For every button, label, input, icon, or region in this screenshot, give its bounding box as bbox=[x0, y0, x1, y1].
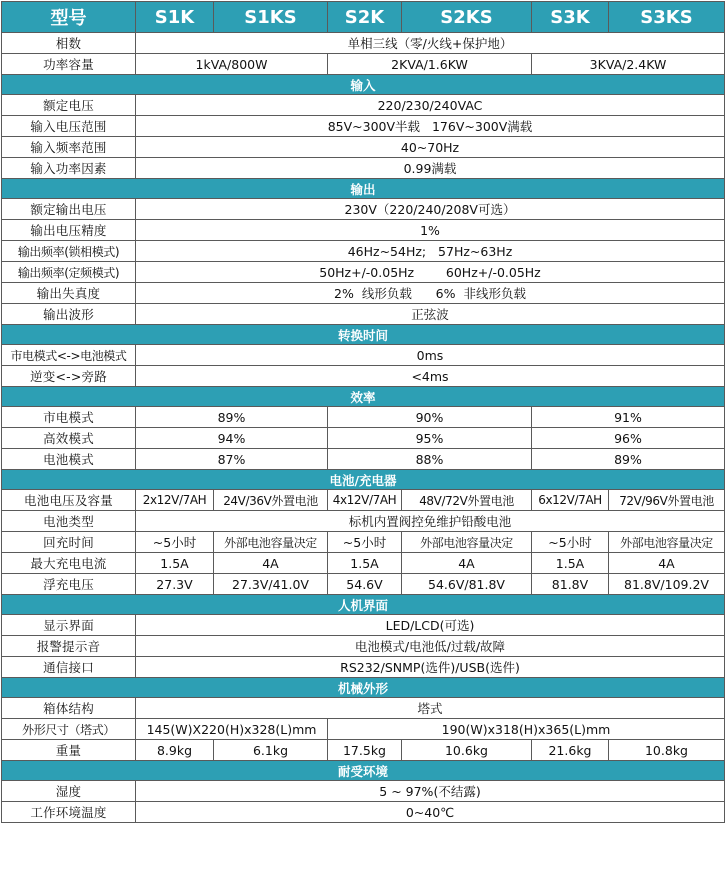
row-capacity bbox=[2, 54, 725, 75]
row-value: LED/LCD(可选) bbox=[136, 615, 725, 636]
row-value: 230V（220/240/208V可选） bbox=[136, 199, 725, 220]
row-value: 95% bbox=[328, 428, 532, 449]
row-label: 电池模式 bbox=[2, 449, 136, 470]
row-battery-recharge bbox=[2, 532, 725, 553]
row-eff-battery bbox=[2, 449, 725, 470]
row-value: 4x12V/7AH bbox=[328, 490, 402, 511]
row-comm bbox=[2, 657, 725, 678]
row-value: 48V/72V外置电池 bbox=[402, 490, 532, 511]
row-input-voltage-range bbox=[2, 116, 725, 137]
row-value: 90% bbox=[328, 407, 532, 428]
row-value: 1kVA/800W bbox=[136, 54, 328, 75]
row-value: 24V/36V外置电池 bbox=[214, 490, 328, 511]
section-transfer bbox=[2, 325, 725, 345]
row-value: 1% bbox=[136, 220, 725, 241]
section-title: 输出 bbox=[2, 179, 725, 199]
row-value: 46Hz~54Hz; 57Hz~63Hz bbox=[136, 241, 725, 262]
row-label: 输入电压范围 bbox=[2, 116, 136, 137]
row-input-power-factor bbox=[2, 158, 725, 179]
row-value: 1.5A bbox=[136, 553, 214, 574]
row-label: 电池类型 bbox=[2, 511, 136, 532]
row-rated-voltage bbox=[2, 95, 725, 116]
section-title: 耐受环境 bbox=[2, 761, 725, 781]
row-alarm bbox=[2, 636, 725, 657]
section-title: 人机界面 bbox=[2, 595, 725, 615]
row-value: ~5小时 bbox=[532, 532, 609, 553]
row-label: 回充时间 bbox=[2, 532, 136, 553]
row-value: 4A bbox=[402, 553, 532, 574]
row-label: 电池电压及容量 bbox=[2, 490, 136, 511]
row-value: 220/230/240VAC bbox=[136, 95, 725, 116]
row-value: 外部电池容量决定 bbox=[402, 532, 532, 553]
row-value: 0ms bbox=[136, 345, 725, 366]
section-battery bbox=[2, 470, 725, 490]
row-value: 电池模式/电池低/过载/故障 bbox=[136, 636, 725, 657]
row-value: 50Hz+/-0.05Hz 60Hz+/-0.05Hz bbox=[136, 262, 725, 283]
row-output-freq-sync bbox=[2, 241, 725, 262]
row-label: 输出失真度 bbox=[2, 283, 136, 304]
row-label: 外形尺寸（塔式） bbox=[2, 719, 136, 740]
section-efficiency bbox=[2, 387, 725, 407]
row-value: RS232/SNMP(选件)/USB(选件) bbox=[136, 657, 725, 678]
row-battery-type bbox=[2, 511, 725, 532]
section-mechanical bbox=[2, 678, 725, 698]
row-value: 1.5A bbox=[328, 553, 402, 574]
row-value: 54.6V/81.8V bbox=[402, 574, 532, 595]
row-output-waveform bbox=[2, 304, 725, 325]
row-value: 54.6V bbox=[328, 574, 402, 595]
model-s1ks: S1KS bbox=[214, 2, 328, 33]
row-value: 5 ~ 97%(不结露) bbox=[136, 781, 725, 802]
row-value: 1.5A bbox=[532, 553, 609, 574]
row-value: 4A bbox=[214, 553, 328, 574]
row-label: 功率容量 bbox=[2, 54, 136, 75]
row-output-rated-voltage bbox=[2, 199, 725, 220]
row-label: 输入功率因素 bbox=[2, 158, 136, 179]
row-value: 27.3V bbox=[136, 574, 214, 595]
row-label: 通信接口 bbox=[2, 657, 136, 678]
row-value: 81.8V/109.2V bbox=[609, 574, 725, 595]
row-label: 输出电压精度 bbox=[2, 220, 136, 241]
model-s1k: S1K bbox=[136, 2, 214, 33]
row-value: 85V~300V半载 176V~300V满载 bbox=[136, 116, 725, 137]
row-label: 逆变<->旁路 bbox=[2, 366, 136, 387]
row-value: 2x12V/7AH bbox=[136, 490, 214, 511]
row-weight bbox=[2, 740, 725, 761]
row-value: 91% bbox=[532, 407, 725, 428]
row-output-freq-fixed bbox=[2, 262, 725, 283]
row-battery-max-charge bbox=[2, 553, 725, 574]
row-value: 94% bbox=[136, 428, 328, 449]
row-value: ~5小时 bbox=[136, 532, 214, 553]
section-title: 输入 bbox=[2, 75, 725, 95]
row-phase bbox=[2, 33, 725, 54]
row-label: 浮充电压 bbox=[2, 574, 136, 595]
row-value: 2% 线形负载 6% 非线形负载 bbox=[136, 283, 725, 304]
row-label: 相数 bbox=[2, 33, 136, 54]
row-humidity bbox=[2, 781, 725, 802]
row-value: 89% bbox=[532, 449, 725, 470]
row-label: 市电模式<->电池模式 bbox=[2, 345, 136, 366]
row-value: 外部电池容量决定 bbox=[214, 532, 328, 553]
row-label: 输出频率(定频模式) bbox=[2, 262, 136, 283]
row-value: 标机内置阀控免维护铅酸电池 bbox=[136, 511, 725, 532]
row-value: 27.3V/41.0V bbox=[214, 574, 328, 595]
row-value: 17.5kg bbox=[328, 740, 402, 761]
row-value: 10.8kg bbox=[609, 740, 725, 761]
row-output-voltage-accuracy bbox=[2, 220, 725, 241]
row-display bbox=[2, 615, 725, 636]
row-value: 8.9kg bbox=[136, 740, 214, 761]
section-input bbox=[2, 75, 725, 95]
row-label: 重量 bbox=[2, 740, 136, 761]
row-eff-mains bbox=[2, 407, 725, 428]
row-value: 正弦波 bbox=[136, 304, 725, 325]
section-title: 效率 bbox=[2, 387, 725, 407]
row-value: <4ms bbox=[136, 366, 725, 387]
row-label: 箱体结构 bbox=[2, 698, 136, 719]
row-label: 输入频率范围 bbox=[2, 137, 136, 158]
section-title: 电池/充电器 bbox=[2, 470, 725, 490]
row-label: 输出频率(锁相模式) bbox=[2, 241, 136, 262]
row-value: 2KVA/1.6KW bbox=[328, 54, 532, 75]
row-value: 21.6kg bbox=[532, 740, 609, 761]
row-value: 0.99满载 bbox=[136, 158, 725, 179]
row-value: 外部电池容量决定 bbox=[609, 532, 725, 553]
row-temperature bbox=[2, 802, 725, 823]
model-s2ks: S2KS bbox=[402, 2, 532, 33]
row-value: 6.1kg bbox=[214, 740, 328, 761]
row-value: 96% bbox=[532, 428, 725, 449]
row-label: 湿度 bbox=[2, 781, 136, 802]
spec-table bbox=[1, 1, 725, 823]
row-eff-eco bbox=[2, 428, 725, 449]
row-label: 输出波形 bbox=[2, 304, 136, 325]
section-title: 机械外形 bbox=[2, 678, 725, 698]
row-value: 3KVA/2.4KW bbox=[532, 54, 725, 75]
row-value: 87% bbox=[136, 449, 328, 470]
row-structure bbox=[2, 698, 725, 719]
row-transfer-mains-battery bbox=[2, 345, 725, 366]
row-value: 88% bbox=[328, 449, 532, 470]
row-value: 10.6kg bbox=[402, 740, 532, 761]
section-hmi bbox=[2, 595, 725, 615]
row-label: 工作环境温度 bbox=[2, 802, 136, 823]
row-transfer-inverter-bypass bbox=[2, 366, 725, 387]
row-battery-float bbox=[2, 574, 725, 595]
row-value: 145(W)X220(H)x328(L)mm bbox=[136, 719, 328, 740]
row-value: 40~70Hz bbox=[136, 137, 725, 158]
row-value: 4A bbox=[609, 553, 725, 574]
row-label: 额定输出电压 bbox=[2, 199, 136, 220]
row-label: 额定电压 bbox=[2, 95, 136, 116]
row-input-freq-range bbox=[2, 137, 725, 158]
row-dimensions bbox=[2, 719, 725, 740]
row-value: 6x12V/7AH bbox=[532, 490, 609, 511]
model-s3ks: S3KS bbox=[609, 2, 725, 33]
row-label: 高效模式 bbox=[2, 428, 136, 449]
section-output bbox=[2, 179, 725, 199]
row-value: 单相三线（零/火线+保护地） bbox=[136, 33, 725, 54]
section-environment bbox=[2, 761, 725, 781]
row-output-distortion bbox=[2, 283, 725, 304]
row-value: 72V/96V外置电池 bbox=[609, 490, 725, 511]
row-value: 81.8V bbox=[532, 574, 609, 595]
row-value: ~5小时 bbox=[328, 532, 402, 553]
row-value: 0~40℃ bbox=[136, 802, 725, 823]
row-value: 190(W)x318(H)x365(L)mm bbox=[328, 719, 725, 740]
section-title: 转换时间 bbox=[2, 325, 725, 345]
row-battery-voltage-capacity bbox=[2, 490, 725, 511]
row-value: 塔式 bbox=[136, 698, 725, 719]
row-label: 最大充电电流 bbox=[2, 553, 136, 574]
row-value: 89% bbox=[136, 407, 328, 428]
model-s2k: S2K bbox=[328, 2, 402, 33]
row-label: 市电模式 bbox=[2, 407, 136, 428]
model-title: 型号 bbox=[2, 2, 136, 33]
header-row bbox=[2, 2, 725, 33]
model-s3k: S3K bbox=[532, 2, 609, 33]
row-label: 报警提示音 bbox=[2, 636, 136, 657]
row-label: 显示界面 bbox=[2, 615, 136, 636]
